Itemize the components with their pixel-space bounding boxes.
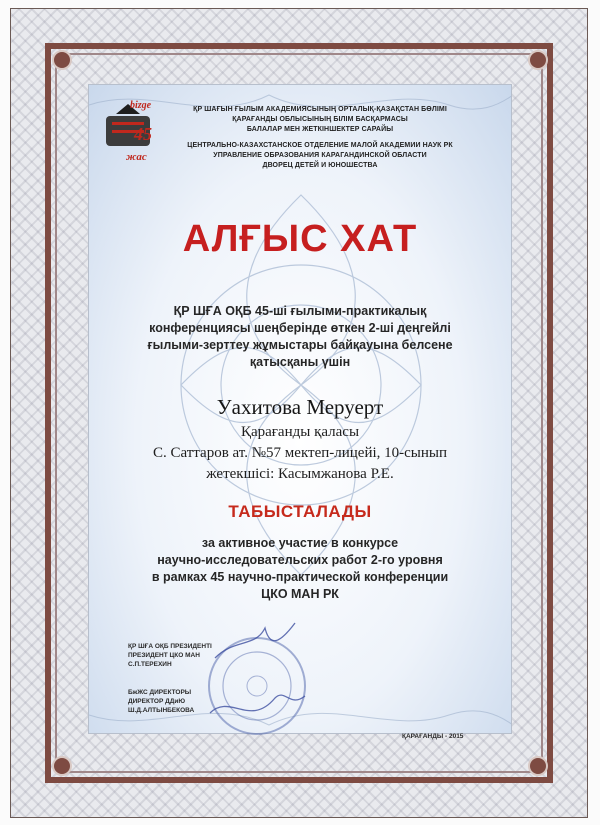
corner-ornament-icon xyxy=(52,50,72,70)
reason-ru-line-3: в рамках 45 научно-практической конференции xyxy=(151,570,449,584)
logo-number-text: 45 xyxy=(134,124,152,144)
reason-ru-line-2: научно-исследовательских работ 2-го уровня xyxy=(157,553,443,567)
reason-kz-line-3: ғылыми-зерттеу жұмыстары байқауына белсене xyxy=(147,338,453,352)
signature-1-line-1: ҚР ШҒА ОҚБ ПРЕЗИДЕНТІ xyxy=(128,643,212,650)
recipient-school: С. Саттаров ат. №57 мектеп-лицейі, 10-сынып xyxy=(152,445,448,461)
official-stamp-icon xyxy=(195,618,315,748)
header-line-2: ҚАРАҒАНДЫ ОБЛЫСЫНЫҢ БІЛІМ БАСҚАРМАСЫ xyxy=(232,116,408,123)
signature-2-line-1: БжЖС ДИРЕКТОРЫ xyxy=(128,689,192,696)
reason-kz-line-1: ҚР ШҒА ОҚБ 45-ші ғылыми-практикалық xyxy=(173,304,427,318)
reason-ru-line-1: за активное участие в конкурсе xyxy=(201,536,399,550)
signature-1-line-2: ПРЕЗИДЕНТ ЦКО МАН xyxy=(128,652,200,659)
reason-kz-line-2: конференциясы шеңберінде өткен 2-ші деңгейлі xyxy=(149,321,451,335)
recipient-supervisor: жетекшісі: Касымжанова Р.Е. xyxy=(206,466,394,482)
signature-block-1 xyxy=(128,642,288,669)
certificate-title: АЛҒЫС ХАТ xyxy=(182,218,418,260)
reason-ru-line-4: ЦКО МАН РК xyxy=(261,587,339,601)
awarded-heading: ТАБЫСТАЛАДЫ xyxy=(228,502,372,521)
logo-top-text: bizge xyxy=(130,100,152,111)
corner-ornament-icon xyxy=(52,756,72,776)
corner-ornament-icon xyxy=(528,756,548,776)
signature-1-line-3: С.П.ТЕРЕХИН xyxy=(128,661,172,668)
conference-logo-icon xyxy=(100,96,156,166)
recipient-city: Қарағанды қаласы xyxy=(240,424,360,440)
header-line-4: ЦЕНТРАЛЬНО-КАЗАХСТАНСКОЕ ОТДЕЛЕНИЕ МАЛОЙ АКАДЕМИИ НАУК РК xyxy=(187,142,453,149)
signature-2-line-3: Ш.Д.АЛТЫНБЕКОВА xyxy=(128,707,195,714)
signature-2-line-2: ДИРЕКТОР ДДиЮ xyxy=(128,698,186,705)
logo-bottom-text: жас xyxy=(126,151,147,163)
recipient-name: Уахитова Меруерт xyxy=(216,395,384,419)
reason-kz-line-4: қатысқаны үшін xyxy=(249,355,351,369)
header-line-6: ДВОРЕЦ ДЕТЕЙ И ЮНОШЕСТВА xyxy=(262,162,378,169)
place-year: ҚАРАҒАНДЫ - 2015 xyxy=(402,733,464,740)
signature-block-2 xyxy=(128,688,288,715)
header-line-5: УПРАВЛЕНИЕ ОБРАЗОВАНИЯ КАРАГАНДИНСКОЙ ОБЛАСТИ xyxy=(213,152,427,159)
header-line-3: БАЛАЛАР МЕН ЖЕТКІНШЕКТЕР САРАЙЫ xyxy=(246,126,394,133)
corner-ornament-icon xyxy=(528,50,548,70)
header-line-1: ҚР ШАҒЫН ҒЫЛЫМ АКАДЕМИЯСЫНЫҢ ОРТАЛЫҚ-ҚАЗАҚСТАН БӨЛІМІ xyxy=(193,106,447,113)
